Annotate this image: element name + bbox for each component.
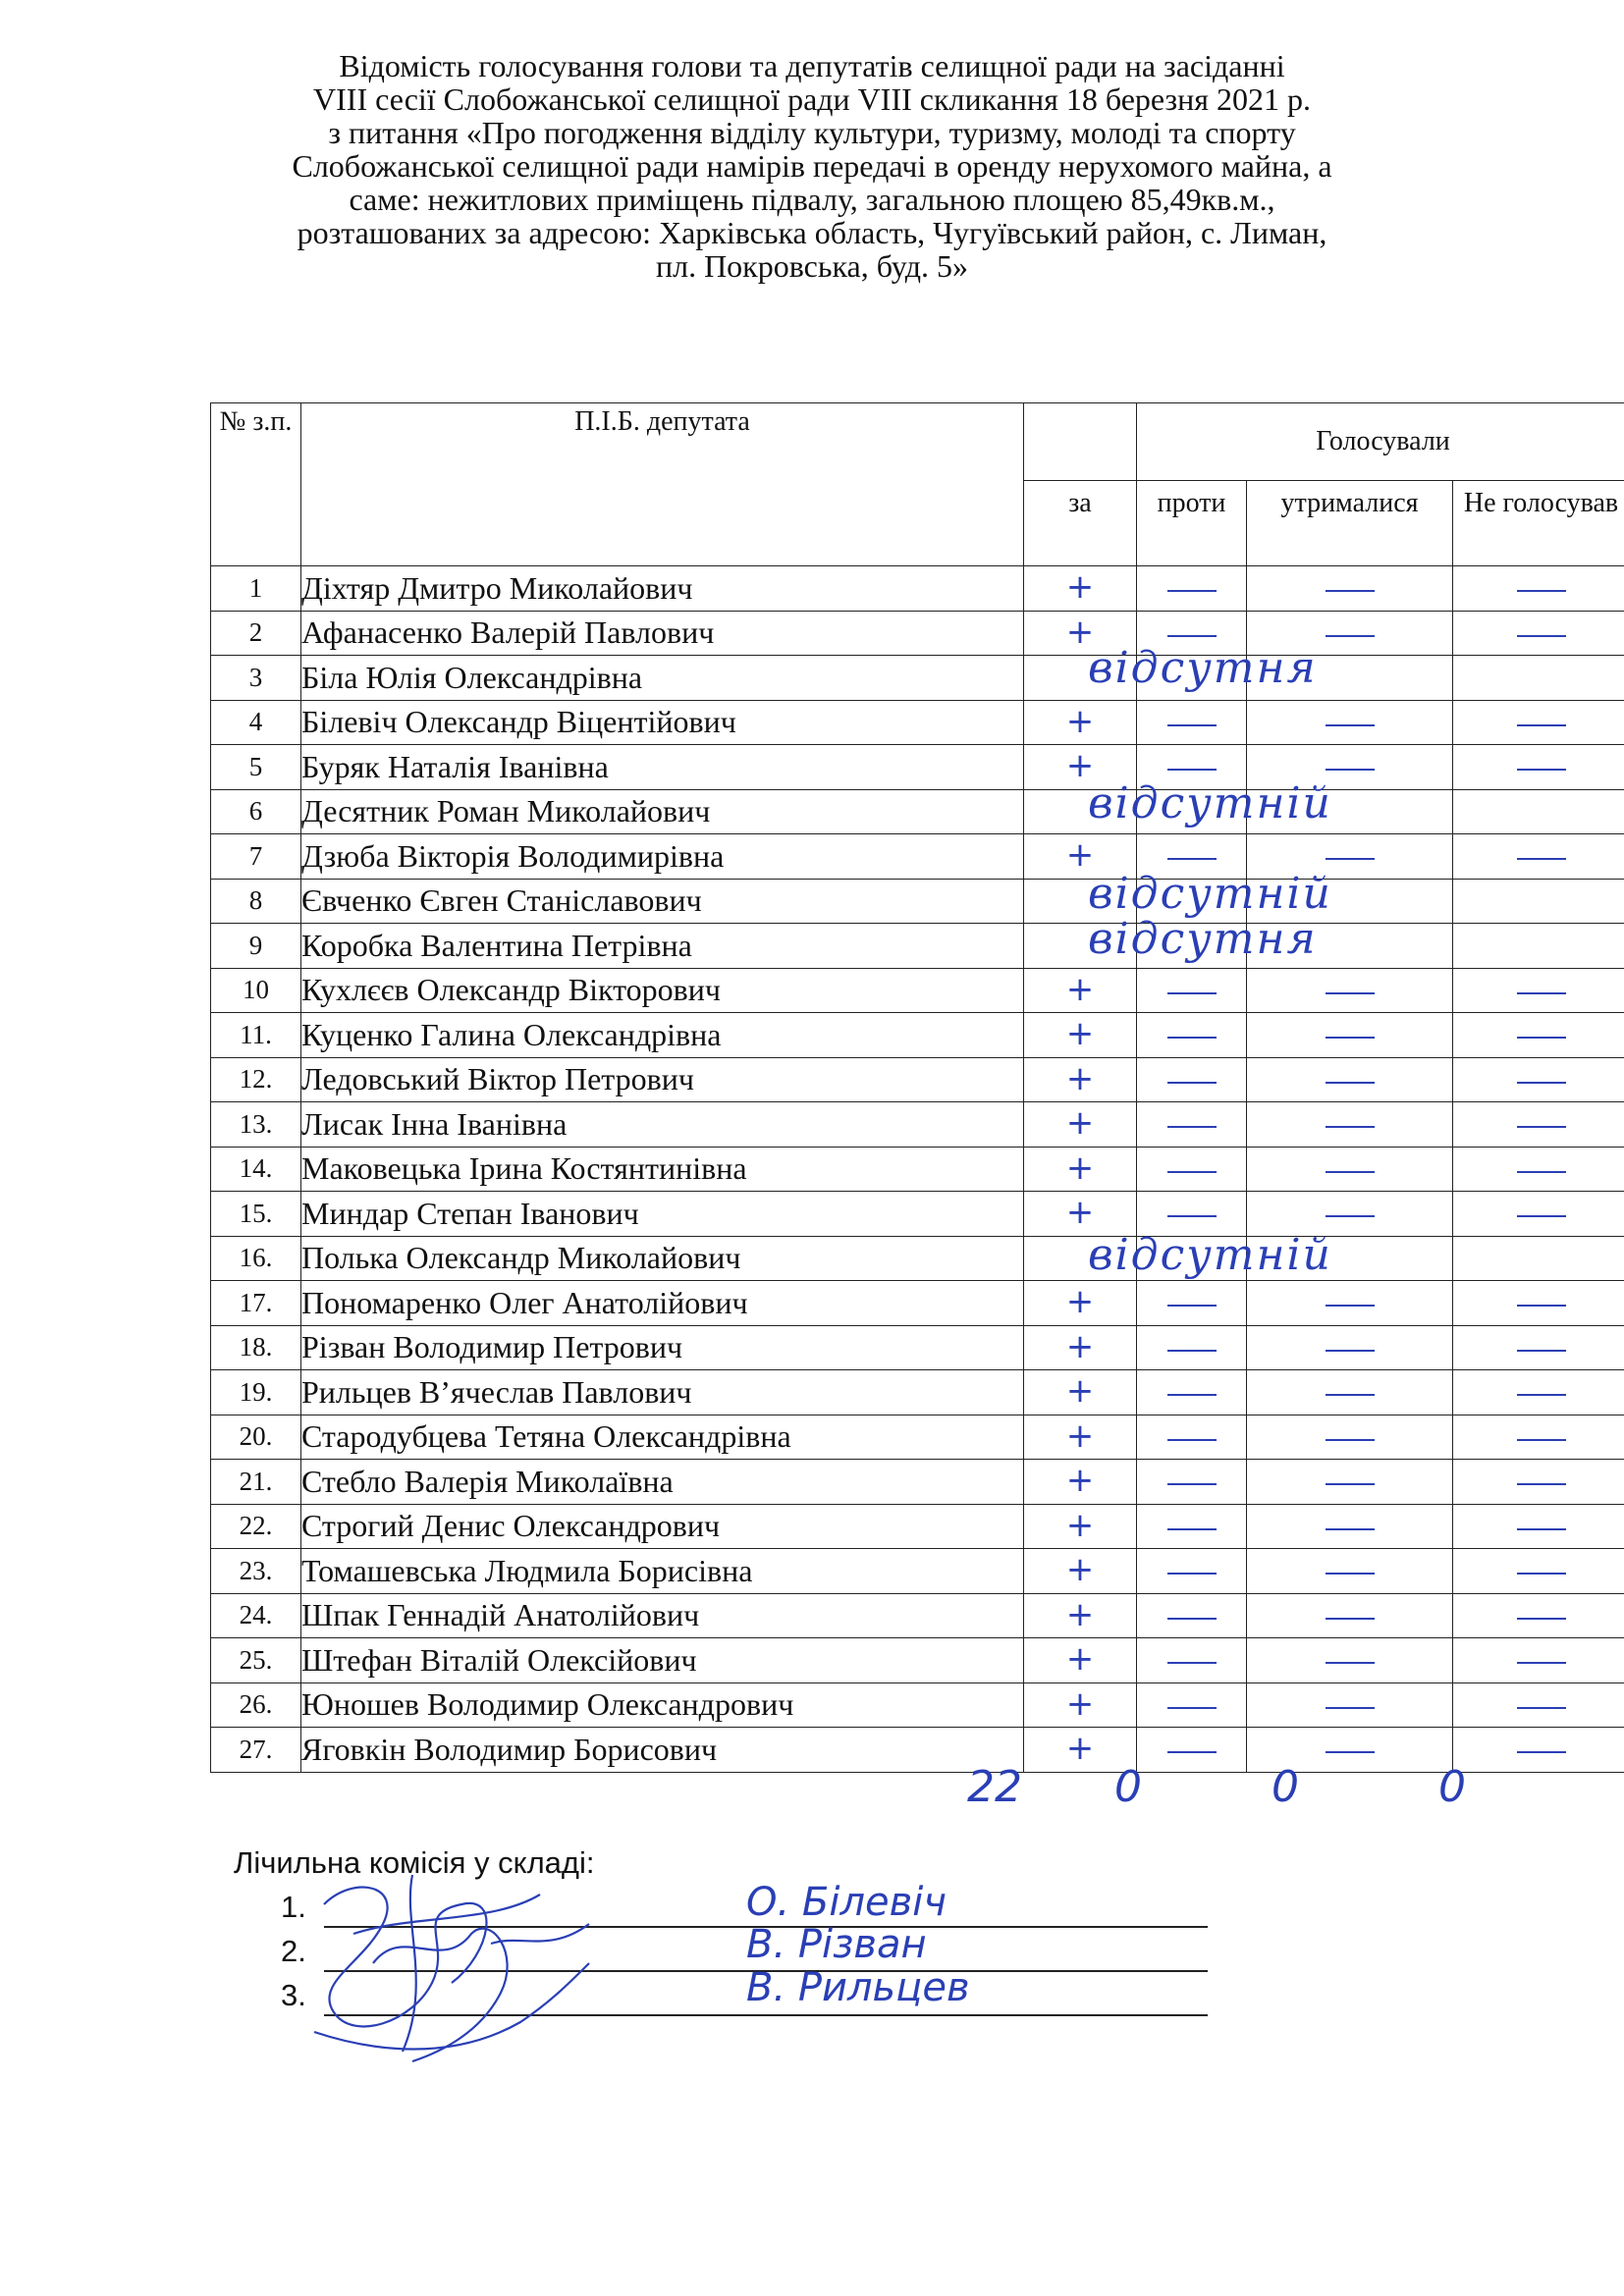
header-name: П.І.Б. депутата: [301, 403, 1024, 566]
dash-mark: [1453, 1415, 1624, 1460]
row-num: 8: [211, 879, 301, 924]
dash-mark: [1137, 1370, 1247, 1415]
dash-mark: [1247, 1682, 1453, 1728]
dash-mark: [1137, 1281, 1247, 1326]
plus-mark: +: [1024, 566, 1137, 612]
dash-mark: [1247, 1549, 1453, 1594]
plus-mark: +: [1024, 1325, 1137, 1370]
commission-num: 3.: [281, 1978, 306, 2012]
row-num: 26.: [211, 1682, 301, 1728]
dash-mark: [1247, 566, 1453, 612]
table-row: [211, 1370, 1624, 1415]
deputy-name: Євченко Євген Станіславович: [301, 879, 1024, 924]
header-proty: проти: [1137, 481, 1247, 566]
table-row: [211, 1593, 1624, 1638]
deputy-name: Шпак Геннадій Анатолійович: [301, 1593, 1024, 1638]
dash-mark: [1137, 968, 1247, 1013]
row-num: 13.: [211, 1102, 301, 1148]
title-line: розташованих за адресою: Харківська область, Чугуївський район, с. Лиман,: [297, 215, 1327, 250]
dash-mark: [1137, 1638, 1247, 1683]
row-num: 6: [211, 789, 301, 834]
empty-cell: [1453, 924, 1624, 969]
deputy-name: Лисак Інна Іванівна: [301, 1102, 1024, 1148]
plus-mark: +: [1024, 1013, 1137, 1058]
row-num: 21.: [211, 1460, 301, 1505]
dash-mark: [1247, 1102, 1453, 1148]
deputy-name: Маковецька Ірина Костянтинівна: [301, 1147, 1024, 1192]
table-row: [211, 879, 1624, 924]
row-num: 12.: [211, 1057, 301, 1102]
voting-table: [210, 402, 1624, 1773]
deputy-name: Рильцев В’ячеслав Павлович: [301, 1370, 1024, 1415]
title-line: Відомість голосування голови та депутатів селищної ради на засіданні: [339, 48, 1285, 83]
dash-mark: [1453, 1504, 1624, 1549]
table-row: [211, 611, 1624, 656]
dash-mark: [1247, 1147, 1453, 1192]
deputy-name: Куценко Галина Олександрівна: [301, 1013, 1024, 1058]
table-row: [211, 1013, 1624, 1058]
table-row: [211, 1549, 1624, 1594]
dash-mark: [1247, 1593, 1453, 1638]
row-num: 24.: [211, 1593, 301, 1638]
deputy-name: Томашевська Людмила Борисівна: [301, 1549, 1024, 1594]
plus-mark: +: [1024, 1549, 1137, 1594]
row-num: 17.: [211, 1281, 301, 1326]
row-num: 25.: [211, 1638, 301, 1683]
empty-cell: [1453, 1236, 1624, 1281]
dash-mark: [1247, 1460, 1453, 1505]
table-row: [211, 700, 1624, 745]
header-voted: Голосували: [1137, 403, 1624, 481]
dash-mark: [1247, 1504, 1453, 1549]
dash-mark: [1137, 1415, 1247, 1460]
deputy-name: Стебло Валерія Миколаївна: [301, 1460, 1024, 1505]
empty-cell: [1453, 656, 1624, 701]
deputy-name: Пономаренко Олег Анатолійович: [301, 1281, 1024, 1326]
dash-mark: [1137, 1728, 1247, 1773]
total-ne-holosuvav: 0: [1438, 1762, 1466, 1812]
plus-mark: +: [1024, 1370, 1137, 1415]
table-row: [211, 1057, 1624, 1102]
title-line: Слобожанської селищної ради намірів передачі в оренду нерухомого майна, а: [292, 148, 1332, 184]
table-row: [211, 1281, 1624, 1326]
dash-mark: [1137, 1549, 1247, 1594]
dash-mark: [1247, 1325, 1453, 1370]
absent-note: відсутній: [1088, 778, 1332, 828]
dash-mark: [1247, 1638, 1453, 1683]
table-row: [211, 1192, 1624, 1237]
table-row: [211, 1682, 1624, 1728]
empty-cell: [1453, 789, 1624, 834]
title-line: з питання «Про погодження відділу культури, туризму, молоді та спорту: [328, 115, 1296, 150]
deputy-name: Білевіч Олександр Віцентійович: [301, 700, 1024, 745]
total-za: 22: [967, 1762, 1022, 1812]
plus-mark: +: [1024, 1415, 1137, 1460]
deputy-name: Різван Володимир Петрович: [301, 1325, 1024, 1370]
row-num: 3: [211, 656, 301, 701]
document-title: [0, 49, 1624, 283]
header-ne-holosuvav: Не голосував: [1453, 481, 1624, 566]
row-num: 10: [211, 968, 301, 1013]
absent-note: відсутня: [1088, 914, 1318, 964]
plus-mark: +: [1024, 1593, 1137, 1638]
row-num: 16.: [211, 1236, 301, 1281]
dash-mark: [1247, 1281, 1453, 1326]
dash-mark: [1453, 968, 1624, 1013]
dash-mark: [1137, 1682, 1247, 1728]
title-line: пл. Покровська, буд. 5»: [655, 248, 969, 284]
plus-mark: +: [1024, 1102, 1137, 1148]
table-row: [211, 656, 1624, 701]
table-row: [211, 1504, 1624, 1549]
plus-mark: +: [1024, 1192, 1137, 1237]
table-row: [211, 1325, 1624, 1370]
deputy-name: Афанасенко Валерій Павлович: [301, 611, 1024, 656]
dash-mark: [1453, 1460, 1624, 1505]
table-row: [211, 1236, 1624, 1281]
table-row: [211, 789, 1624, 834]
empty-cell: [1453, 879, 1624, 924]
plus-mark: +: [1024, 745, 1137, 790]
dash-mark: [1247, 1415, 1453, 1460]
dash-mark: [1247, 700, 1453, 745]
deputy-name: Біла Юлія Олександрівна: [301, 656, 1024, 701]
deputy-name: Ледовський Віктор Петрович: [301, 1057, 1024, 1102]
dash-mark: [1453, 1549, 1624, 1594]
dash-mark: [1453, 566, 1624, 612]
dash-mark: [1137, 1147, 1247, 1192]
dash-mark: [1453, 745, 1624, 790]
deputy-name: Стародубцева Тетяна Олександрівна: [301, 1415, 1024, 1460]
dash-mark: [1453, 1057, 1624, 1102]
table-row: [211, 745, 1624, 790]
dash-mark: [1453, 1638, 1624, 1683]
table-row: [211, 834, 1624, 880]
dash-mark: [1137, 566, 1247, 612]
commission-num: 2.: [281, 1934, 306, 1968]
row-num: 1: [211, 566, 301, 612]
dash-mark: [1137, 1593, 1247, 1638]
dash-mark: [1453, 1728, 1624, 1773]
plus-mark: +: [1024, 1057, 1137, 1102]
deputy-name: Кухлєєв Олександр Вікторович: [301, 968, 1024, 1013]
absent-note: відсутній: [1088, 1230, 1332, 1280]
commission-member-name: О. Білевіч: [746, 1880, 947, 1925]
total-utrymalysia: 0: [1272, 1762, 1299, 1812]
dash-mark: [1247, 968, 1453, 1013]
dash-mark: [1137, 1325, 1247, 1370]
table-row: [211, 1415, 1624, 1460]
dash-mark: [1453, 1102, 1624, 1148]
dash-mark: [1453, 700, 1624, 745]
plus-mark: +: [1024, 1281, 1137, 1326]
plus-mark: +: [1024, 1638, 1137, 1683]
dash-mark: [1137, 1102, 1247, 1148]
dash-mark: [1453, 611, 1624, 656]
plus-mark: +: [1024, 1682, 1137, 1728]
deputy-name: Строгий Денис Олександрович: [301, 1504, 1024, 1549]
header-za: за: [1024, 481, 1137, 566]
row-num: 5: [211, 745, 301, 790]
handwritten-signatures: [295, 1865, 628, 2081]
plus-mark: +: [1024, 1147, 1137, 1192]
plus-mark: +: [1024, 1728, 1137, 1773]
deputy-name: Юношев Володимир Олександрович: [301, 1682, 1024, 1728]
deputy-name: Десятник Роман Миколайович: [301, 789, 1024, 834]
plus-mark: +: [1024, 611, 1137, 656]
dash-mark: [1247, 1057, 1453, 1102]
deputy-name: Яговкін Володимир Борисович: [301, 1728, 1024, 1773]
row-num: 20.: [211, 1415, 301, 1460]
dash-mark: [1453, 1593, 1624, 1638]
row-num: 2: [211, 611, 301, 656]
row-num: 15.: [211, 1192, 301, 1237]
dash-mark: [1453, 1192, 1624, 1237]
dash-mark: [1453, 1013, 1624, 1058]
dash-mark: [1453, 1682, 1624, 1728]
table-row: [211, 1102, 1624, 1148]
commission-member-name: В. Рильцев: [746, 1965, 970, 2010]
dash-mark: [1453, 1325, 1624, 1370]
plus-mark: +: [1024, 1460, 1137, 1505]
dash-mark: [1137, 1057, 1247, 1102]
row-num: 7: [211, 834, 301, 880]
commission-member-name: В. Різван: [746, 1922, 927, 1967]
commission-label: Лічильна комісія у складі:: [234, 1845, 595, 1880]
title-line: VIII сесії Слобожанської селищної ради VIII скликання 18 березня 2021 р.: [313, 81, 1311, 117]
row-num: 4: [211, 700, 301, 745]
dash-mark: [1247, 1370, 1453, 1415]
dash-mark: [1453, 834, 1624, 880]
deputy-name: Діхтяр Дмитро Миколайович: [301, 566, 1024, 612]
deputy-name: Миндар Степан Іванович: [301, 1192, 1024, 1237]
row-num: 27.: [211, 1728, 301, 1773]
row-num: 11.: [211, 1013, 301, 1058]
header-num: № з.п.: [211, 403, 301, 566]
total-proty: 0: [1114, 1762, 1142, 1812]
dash-mark: [1137, 1460, 1247, 1505]
dash-mark: [1453, 1147, 1624, 1192]
dash-mark: [1137, 700, 1247, 745]
plus-mark: +: [1024, 700, 1137, 745]
dash-mark: [1247, 1013, 1453, 1058]
table-row: [211, 1728, 1624, 1773]
dash-mark: [1453, 1281, 1624, 1326]
plus-mark: +: [1024, 834, 1137, 880]
deputy-name: Коробка Валентина Петрівна: [301, 924, 1024, 969]
dash-mark: [1453, 1370, 1624, 1415]
absent-note: відсутня: [1088, 643, 1318, 693]
dash-mark: [1137, 1504, 1247, 1549]
deputy-name: Буряк Наталія Іванівна: [301, 745, 1024, 790]
table-row: [211, 924, 1624, 969]
dash-mark: [1137, 1013, 1247, 1058]
row-num: 23.: [211, 1549, 301, 1594]
table-row: [211, 1638, 1624, 1683]
row-num: 18.: [211, 1325, 301, 1370]
row-num: 19.: [211, 1370, 301, 1415]
row-num: 22.: [211, 1504, 301, 1549]
header-utrymalysia: утрималися: [1247, 481, 1453, 566]
deputy-name: Штефан Віталій Олексійович: [301, 1638, 1024, 1683]
plus-mark: +: [1024, 968, 1137, 1013]
row-num: 9: [211, 924, 301, 969]
table-row: [211, 1460, 1624, 1505]
deputy-name: Дзюба Вікторія Володимирівна: [301, 834, 1024, 880]
table-row: [211, 1147, 1624, 1192]
deputy-name: Полька Олександр Миколайович: [301, 1236, 1024, 1281]
absent-note: відсутній: [1088, 869, 1332, 919]
row-num: 14.: [211, 1147, 301, 1192]
commission-num: 1.: [281, 1890, 306, 1924]
title-line: саме: нежитлових приміщень підвалу, загальною площею 85,49кв.м.,: [349, 182, 1275, 217]
plus-mark: +: [1024, 1504, 1137, 1549]
table-row: [211, 566, 1624, 612]
table-row: [211, 968, 1624, 1013]
